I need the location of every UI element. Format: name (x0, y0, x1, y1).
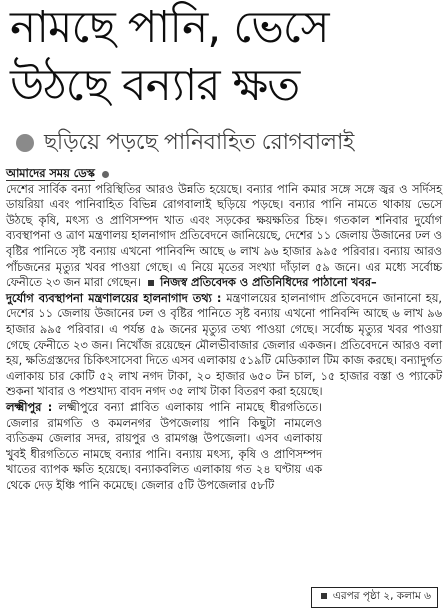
headline-line-1: নামছে পানি, ভেসে (10, 2, 329, 53)
continuation-note-text: এরপর পৃষ্ঠা ২, কলাম ৬ (332, 590, 431, 602)
section-heading-ministry: দুর্যোগ ব্যবস্থাপনা মন্ত্রণালয়ের হালনাগাদ তথ্য : (6, 291, 222, 305)
paragraph-ministry (6, 291, 442, 400)
paragraph-intro-tail: নিজস্ব প্রতিবেদক ও প্রতিনিধিদের পাঠানো খবর– (160, 276, 377, 290)
section-heading-lakshmipur: লক্ষ্মীপুর : (6, 400, 53, 414)
section-body-lakshmipur: লক্ষ্মীপুরে বন্যা প্লাবিত এলাকায় পানি নামছে ধীরগতিতে। জেলার রামগতি ও কমলনগর উপজেলায় পানি কিছুটা নামলেও ব্যতিক্রম জেলার সদর, রায়পুর ও রামগঞ্জ উপজেলা। এসব এলাকায় খুবই ধীরগতিতে নামছে বন্যার পানি। বন্যায় মৎস্য, কৃষি ও প্রাণিসম্পদ খাতের ব্যাপক ক্ষতি হয়েছে। বন্যাকবলিত এলাকায় গত ২৪ ঘণ্টায় এক থেকে দেড় ইঞ্চি পানি কমেছে। জেলার ৫টি উপজেলার ৫৮টি (6, 400, 323, 492)
square-bullet-icon (321, 593, 327, 599)
article-body (6, 166, 442, 493)
paragraph-intro-text: দেশের সার্বিক বন্যা পরিস্থিতির আরও উন্নতি হয়েছে। বন্যার পানি কমার সঙ্গে সঙ্গে জ্বর ও সর্দিসহ ডায়রিয়া এবং পানিবাহিত বিভিন্ন রোগবালাই ছড়িয়ে পড়ছে। বন্যার পানি নামতে থাকায় ভেসে উঠছে কৃষি, মৎস্য ও প্রাণিসম্পদ খাত এবং সড়কের ক্ষয়ক্ষতির চিহ্ন। গতকাল শনিবার দুর্যোগ ব্যবস্থাপনা ও ত্রাণ মন্ত্রণালয় হালনাগাদ প্রতিবেদনে জানিয়েছে, দেশের ১১ জেলায় উজানের ঢল ও বৃষ্টির পানিতে সৃষ্ট বন্যায় এখনো পানিবন্দি আছে ৬ লাখ ৯৬ হাজার ৯৯৫ পরিবার। বন্যায় আরও পাঁচজনের মৃত্যুর খবর পাওয়া গেছে। এ নিয়ে মৃতের সংখ্যা দাঁড়াল ৫৯ জনে। এর মধ্যে সর্বোচ্চ ফেনীতে ২৩ জন মারা গেছেন। (6, 182, 442, 290)
headline-line-2: উঠছে বন্যার ক্ষত (10, 60, 300, 111)
section-body-ministry: মন্ত্রণালয়ের হালনাগাদ প্রতিবেদনে জানানো হয়, দেশের ১১ জেলায় উজানের ঢল ও বৃষ্টির পানিতে সৃষ্ট বন্যায় এখনো পানিবন্দি আছে ৬ লাখ ৯৬ হাজার ৯৯৫ পরিবার। এ পর্যন্ত ৫৯ জনের মৃত্যুর তথ্য পাওয়া গেছে। সর্বোচ্চ মৃত্যুর খবর পাওয়া গেছে ফেনীতে ২৩ জন। নিখোঁজ রয়েছেন মৌলভীবাজার জেলার একজন। প্রতিবেদনে আরও বলা হয়, ক্ষতিগ্রস্তদের চিকিৎসাসেবা দিতে এসব এলাকায় ৫১৯টি মেডিক্যাল টিম কাজ করছে। বন্যাদুর্গত এলাকায় চার কোটি ৫২ লাখ নগদ টাকা, ২০ হাজার ৬৫০ টন চাল, ১৫ হাজার বস্তা ও প্যাকেট শুকনা খাবার ও পশুখাদ্য বাবদ নগদ ৩৫ লাখ টাকা বিতরণ করা হয়েছে। (6, 291, 442, 399)
paragraph-lakshmipur (6, 400, 442, 494)
byline: আমাদের সময় ডেস্ক (6, 167, 95, 180)
square-bullet-icon (148, 280, 154, 286)
byline-dot-icon (102, 171, 109, 178)
filled-circle-icon (16, 134, 34, 152)
paragraph-intro (6, 182, 442, 291)
headline (6, 2, 442, 120)
subheadline (6, 124, 442, 162)
byline-row (6, 166, 442, 182)
continuation-note (311, 587, 438, 608)
subheadline-text: ছড়িয়ে পড়ছে পানিবাহিত রোগবালাই (44, 129, 354, 155)
